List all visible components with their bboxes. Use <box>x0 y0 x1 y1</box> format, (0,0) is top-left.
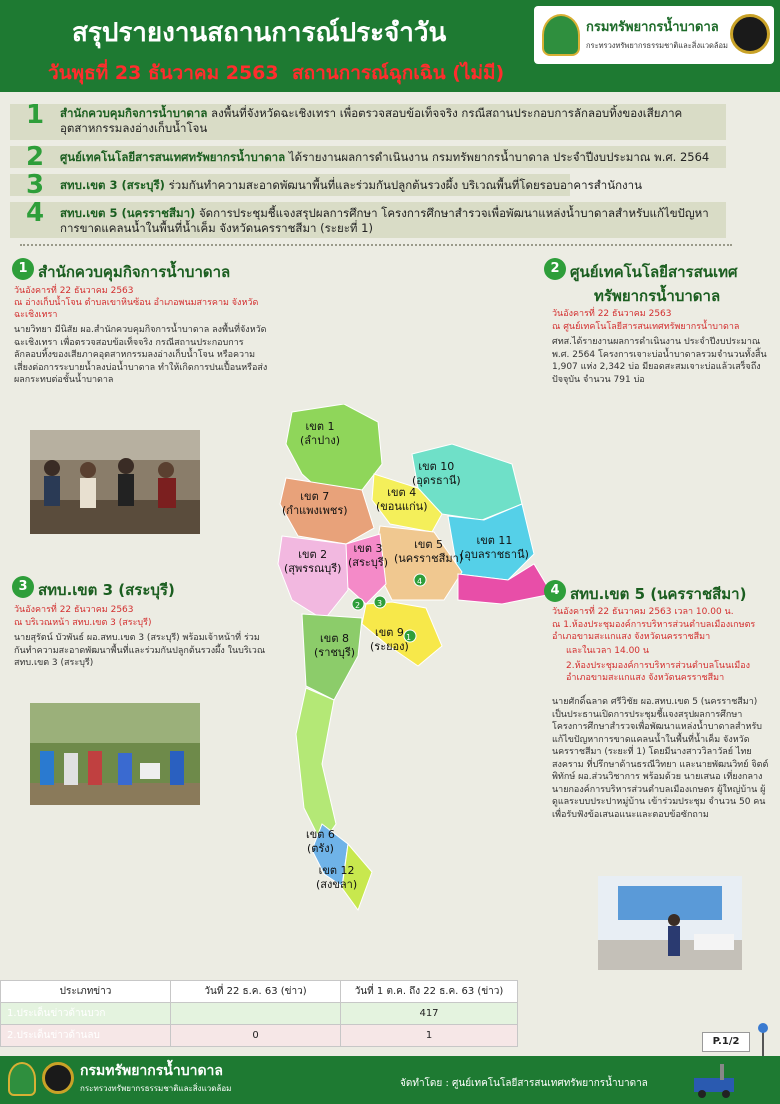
footer-department: กรมทรัพยากรน้ำบาดาล <box>80 1063 223 1079</box>
section-title: ศูนย์เทคโนโลยีสารสนเทศ <box>570 263 738 281</box>
map-zone-label: เขต 9 (ระยอง) <box>370 626 409 653</box>
summary-number: 2 <box>26 142 45 172</box>
summary-number: 1 <box>26 100 45 130</box>
map-zone-label: เขต 1 (ลำปาง) <box>300 420 341 447</box>
photo-site-inspection <box>30 430 200 534</box>
table-cell: 1 <box>341 1025 518 1047</box>
department-logo <box>534 6 774 64</box>
map-zone-label: เขต 11 (อุบลราชธานี) <box>460 534 529 561</box>
table-cell: 2.ประเด็นข่าวด้านลบ <box>1 1025 171 1047</box>
logo-name: กรมทรัพยากรน้ำบาดาล <box>586 20 719 35</box>
section-place: 2.ห้องประชุมองค์การบริหารส่วนตำบลโนนเมือง อำเภอขามสะแกแสง จังหวัดนครราชสีมา <box>566 661 751 683</box>
page-title: สรุปรายงานสถานการณ์ประจำวัน <box>72 18 447 48</box>
section-title: สำนักควบคุมกิจการน้ำบาดาล <box>38 263 231 281</box>
map-marker-label: 3 <box>377 599 383 608</box>
section-place: ณ 1.ห้องประชุมองค์การบริหารส่วนตำบลเมืองเกษตร อำเภอขามสะแกแสง จังหวัดนครราชสีมา <box>552 620 756 642</box>
section-date: วันอังคารที่ 22 ธันวาคม 2563 เวลา 10.00 น. <box>552 607 734 617</box>
map-zone-label: เขต 6 (ตรัง) <box>306 828 335 855</box>
section-place: ณ อ่างเก็บน้ำโจน ตำบลเขาหินซ้อน อำเภอพนมสารคาม จังหวัดฉะเชิงเทรา <box>14 298 259 320</box>
map-zone-label: เขต 2 (สุพรรณบุรี) <box>284 548 342 575</box>
page-number: P.1/2 <box>702 1032 750 1052</box>
report-date: วันพุธที่ 23 ธันวาคม 2563 <box>48 62 279 84</box>
map-zone-label: เขต 5 (นครราชสีมา) <box>394 538 464 565</box>
news-summary-table <box>0 980 518 1047</box>
ministry-seal-icon <box>42 1062 74 1094</box>
section-date: วันอังคารที่ 22 ธันวาคม 2563 <box>14 286 134 296</box>
summary-number: 3 <box>26 170 45 200</box>
section-body: นายสุรัตน์ บัวพันธ์ ผอ.สทบ.เขต 3 (สระบุรี) พร้อมเจ้าหน้าที่ ร่วมกันทำความสะอาดพัฒนาพื้นที่และร่วมกันปลูกต้นรวงผึ้ง ในบริเวณ สทบ.เขต 3 (สระบุรี) <box>14 633 266 668</box>
lamp-post-icon <box>756 1020 770 1060</box>
table-header: วันที่ 22 ธ.ค. 63 (ข่าว) <box>171 981 341 1003</box>
section-place: ณ ศูนย์เทคโนโลยีสารสนเทศทรัพยากรน้ำบาดาล <box>552 322 740 332</box>
drilling-truck-icon <box>690 1062 750 1100</box>
map-zone-label: เขต 8 (ราชบุรี) <box>314 632 356 659</box>
map-zone-label: เขต 3 (สระบุรี) <box>348 542 389 569</box>
map-marker-label: 4 <box>417 577 423 586</box>
photo-meeting <box>598 876 742 970</box>
table-header: ประเภทข่าว <box>1 981 171 1003</box>
divider <box>20 244 732 246</box>
map-zone-label: เขต 4 (ขอนแก่น) <box>376 486 428 513</box>
map-zone-1 <box>286 404 382 492</box>
section-body: ศทส.ได้รายงานผลการดำเนินงาน ประจำปีงบประมาณ พ.ศ. 2564 โครงการเจาะบ่อน้ำบาดาลรวมจำนวนทั้งสิ้น 1,907 แห่ง 2,342 บ่อ มียอดสะสมเจาะบ่อแล้วเสร็จถึงปัจจุบัน จำนวน 791 บ่อ <box>552 337 767 385</box>
department-emblem-icon <box>8 1062 36 1096</box>
section-number-badge: 1 <box>12 258 34 280</box>
header-bar <box>0 0 780 92</box>
emergency-status: สถานการณ์ฉุกเฉิน (ไม่มี) <box>292 62 505 84</box>
section-title: สทบ.เขต 5 (นครราชสีมา) <box>570 585 747 603</box>
section-number-badge: 3 <box>12 576 34 598</box>
section-body: นายวิทยา มีนิสัย ผอ.สำนักควบคุมกิจการน้ำบาดาล ลงพื้นที่จังหวัดฉะเชิงเทรา เพื่อตรวจสอบข้อเท็จจริง กรณีสถานประกอบการลักลอบทิ้งของเสียภาคอุตสาหกรรมลงอ่างเก็บน้ำโจน หรือความเสี่ยงต่อการระบายน้ำลงบ่อน้ำบาดาล ทำให้เกิดการปนเปื้อนหรือส่งผลกระทบต่อชั้นน้ำบาดาล <box>14 325 268 385</box>
footer-credit: จัดทำโดย : ศูนย์เทคโนโลยีสารสนเทศทรัพยากรน้ำบาดาล <box>400 1078 648 1089</box>
section-date: วันอังคารที่ 22 ธันวาคม 2563 <box>552 309 672 319</box>
section-title: สทบ.เขต 3 (สระบุรี) <box>38 581 175 599</box>
map-zone-label: เขต 10 (อุดรธานี) <box>412 460 461 487</box>
table-cell: 417 <box>341 1003 518 1025</box>
section-place: ณ บริเวณหน้า สทบ.เขต 3 (สระบุรี) <box>14 618 152 628</box>
section-date: วันอังคารที่ 22 ธันวาคม 2563 <box>14 605 134 615</box>
summary-number: 4 <box>26 198 45 228</box>
photo-tree-planting <box>30 703 200 805</box>
map-zone-label: เขต 12 (สงขลา) <box>316 864 358 891</box>
section-number-badge: 2 <box>544 258 566 280</box>
table-cell: 1.ประเด็นข่าวด้านบวก <box>1 1003 171 1025</box>
map-marker-label: 2 <box>355 601 361 610</box>
department-emblem-icon <box>542 14 580 56</box>
section-title: ทรัพยากรน้ำบาดาล <box>594 287 721 305</box>
table-cell: 0 <box>171 1025 341 1047</box>
summary-text: สำนักควบคุมกิจการน้ำบาดาล ลงพื้นที่จังหวัดฉะเชิงเทรา เพื่อตรวจสอบข้อเท็จจริง กรณีสถานประกอบการลักลอบทิ้งของเสียภาคอุตสาหกรรมลงอ่างเก็บน้ำโจน <box>60 106 683 135</box>
map-zone-label: เขต 7 (กำแพงเพชร) <box>282 490 348 517</box>
logo-ministry: กระทรวงทรัพยากรธรรมชาติและสิ่งแวดล้อม <box>586 41 728 50</box>
footer-ministry: กระทรวงทรัพยากรธรรมชาติและสิ่งแวดล้อม <box>80 1084 232 1093</box>
table-header: วันที่ 1 ต.ค. ถึง 22 ธ.ค. 63 (ข่าว) <box>341 981 518 1003</box>
summary-text: สทบ.เขต 5 (นครราชสีมา) จัดการประชุมชี้แจงสรุปผลการศึกษา โครงการศึกษาสำรวจเพื่อพัฒนาแหล่งน้ำบาดาลสำหรับแก้ไขปัญหาการขาดแคลนน้ำในพื้นที่น้ำเค็ม จังหวัดนครราชสีมา (ระยะที่ 1) <box>60 206 709 235</box>
summary-text: ศูนย์เทคโนโลยีสารสนเทศทรัพยากรน้ำบาดาล ได้รายงานผลการดำเนินงาน กรมทรัพยากรน้ำบาดาล ประจำปีงบประมาณ พ.ศ. 2564 <box>60 150 710 164</box>
section-number-badge: 4 <box>544 580 566 602</box>
section-body: นายศักดิ์ฉลาด ศรีวิชัย ผอ.สทบ.เขต 5 (นครราชสีมา) เป็นประธานเปิดการประชุมชี้แจงสรุปผลการศึกษา โครงการศึกษาสำรวจเพื่อพัฒนาแหล่งน้ำบาดาลสำหรับแก้ไขปัญหาการขาดแคลนน้ำในพื้นที่น้ำเค็ม จังหวัดนครราชสีมา (ระยะที่ 1) โดยมีนางสาววิลาวัลย์ ไทยสงคราม ที่ปรึกษาด้านธรณีวิทยา และนายพัฒนวิทย์ จิตต์พิทักษ์ ผอ.ส่วนวิชาการ พร้อมด้วย นายเสนอ เที่ยงกลาง นายกองค์การบริหารส่วนตำบลเมืองเกษตร ผู้ใหญ่บ้าน ผู้ดูแลระบบประปาหมู่บ้าน เข้าร่วมประชุม จำนวน 50 คน เพื่อรับฟังข้อเสนอแนะและตอบข้อซักถาม <box>552 697 769 820</box>
map-zone-south <box>296 688 336 844</box>
ministry-seal-icon <box>730 14 770 54</box>
section-time: และในเวลา 14.00 น <box>566 646 650 656</box>
table-cell <box>171 1003 341 1025</box>
summary-text: สทบ.เขต 3 (สระบุรี) ร่วมกันทำความสะอาดพัฒนาพื้นที่และร่วมกันปลูกต้นรวงผึ้ง บริเวณพื้นที่โดยรอบอาคารสำนักงาน <box>60 178 642 192</box>
map-marker-label: 1 <box>406 633 412 642</box>
